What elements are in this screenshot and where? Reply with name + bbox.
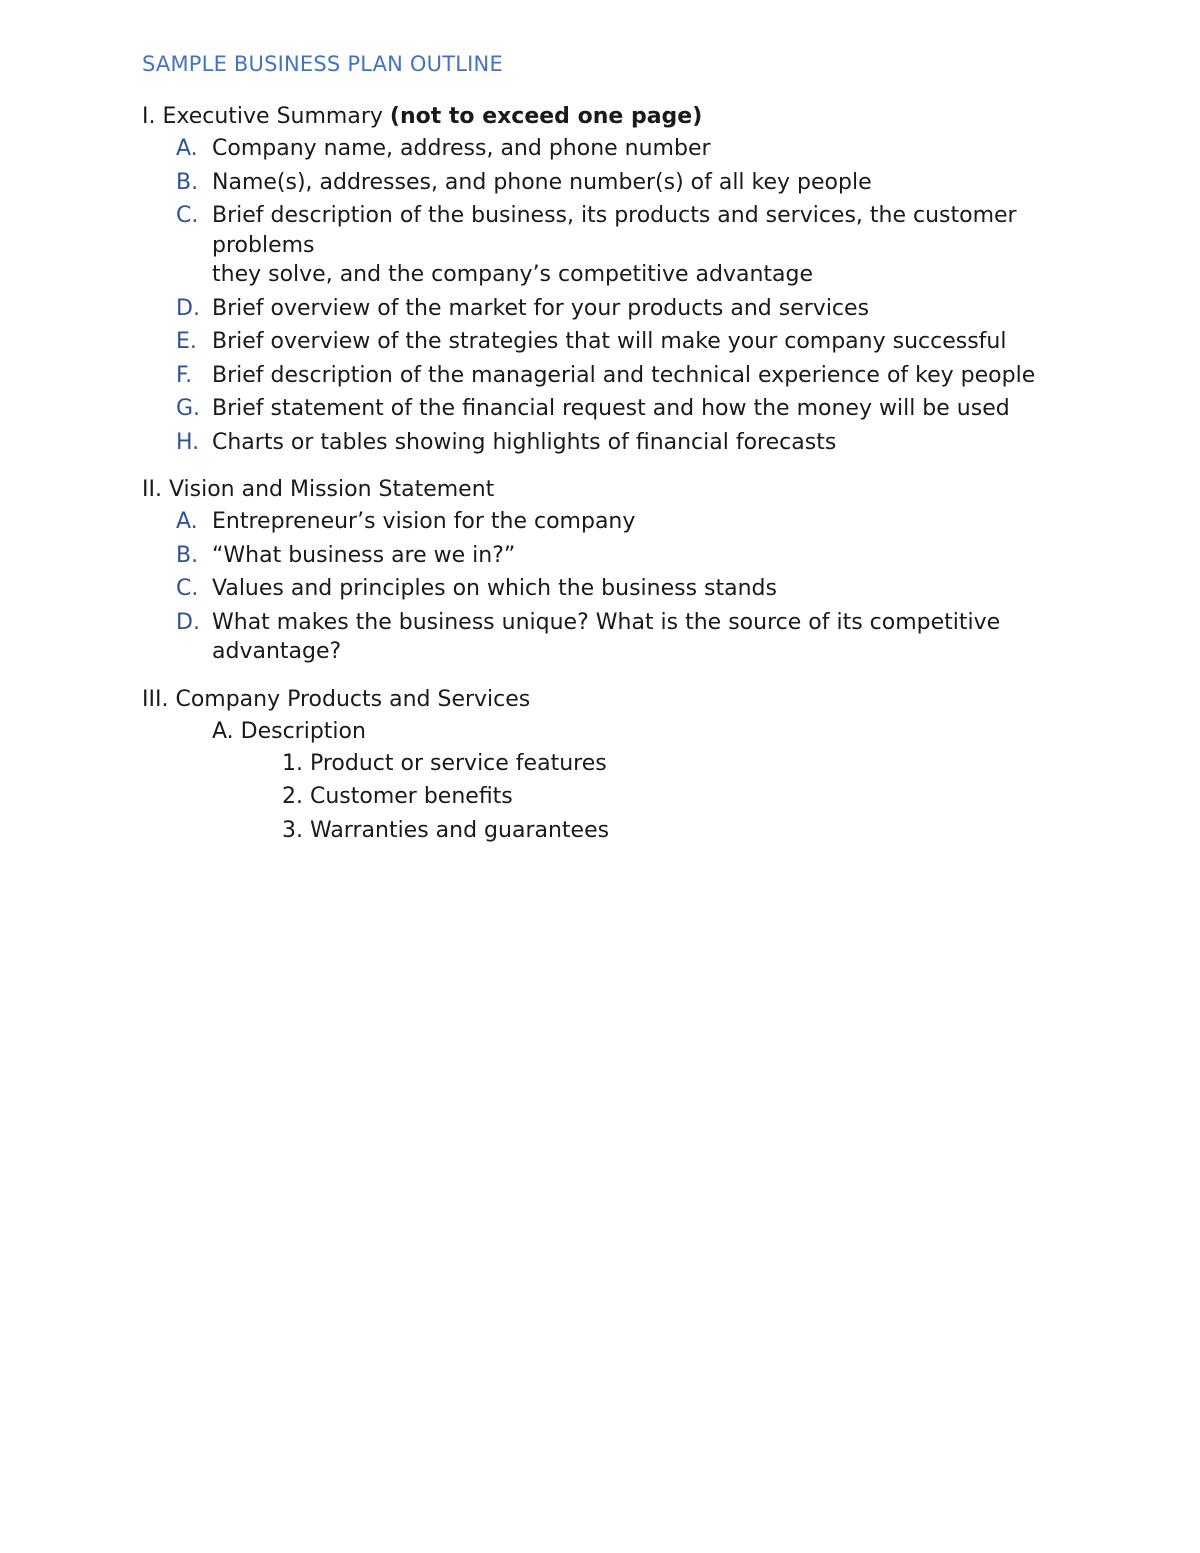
list-item xyxy=(142,428,1082,458)
list-item xyxy=(142,168,1082,198)
list-item-text-continued: they solve, and the company’s competitive advantage xyxy=(212,262,814,287)
list-marker: A. xyxy=(176,509,198,534)
list-item-text: Charts or tables showing highlights of financial forecasts xyxy=(212,429,837,455)
sub-heading-description: A. Description xyxy=(212,718,366,744)
list-item-text: Brief description of the business, its products and services, the customer problems xyxy=(212,203,1017,258)
list-item-text: “What business are we in?” xyxy=(212,542,516,568)
list-item xyxy=(142,394,1082,424)
list-item xyxy=(142,541,1082,571)
section-vision-mission xyxy=(142,475,1082,667)
list-marker: C. xyxy=(176,576,199,601)
list-item-text: Name(s), addresses, and phone number(s) of all key people xyxy=(212,169,872,195)
list-marker: F. xyxy=(176,362,193,388)
section-heading-bold: (not to exceed one page) xyxy=(389,104,703,129)
list-item xyxy=(142,361,1082,391)
list-item-text: Brief overview of the strategies that will make your company successful xyxy=(212,329,1007,354)
list-marker: G. xyxy=(176,396,201,421)
lettered-list xyxy=(142,507,1082,667)
list-item xyxy=(142,574,1082,604)
list-item xyxy=(142,507,1082,537)
lettered-list xyxy=(142,134,1082,457)
list-item-text: Brief description of the managerial and technical experience of key people xyxy=(212,362,1036,388)
numbered-item: 2. Customer benefits xyxy=(282,784,513,809)
list-item-text: Brief statement of the financial request and how the money will be used xyxy=(212,396,1010,421)
list-item-text: Company name, address, and phone number xyxy=(212,136,711,161)
numbered-item: 3. Warranties and guarantees xyxy=(282,817,610,843)
list-item xyxy=(142,134,1082,164)
numbered-list xyxy=(142,747,1082,848)
numbered-item: 1. Product or service features xyxy=(282,750,607,776)
list-item-text: Values and principles on which the business stands xyxy=(212,576,777,601)
list-item xyxy=(142,201,1082,290)
list-marker: H. xyxy=(176,429,200,455)
list-marker: E. xyxy=(176,329,197,354)
list-marker: D. xyxy=(176,609,200,635)
list-item-text: Entrepreneur’s vision for the company xyxy=(212,509,636,534)
list-marker: A. xyxy=(176,136,198,161)
list-item-text: Brief overview of the market for your products and services xyxy=(212,295,870,321)
list-item-text: What makes the business unique? What is the source of its competitive advantage? xyxy=(212,609,1001,664)
list-marker: C. xyxy=(176,203,199,228)
document-page xyxy=(142,50,1082,865)
list-marker: B. xyxy=(176,542,199,568)
section-heading-text: I. Executive Summary xyxy=(142,104,390,129)
section-heading: II. Vision and Mission Statement xyxy=(142,477,495,502)
section-heading: III. Company Products and Services xyxy=(142,686,531,712)
section-heading xyxy=(142,102,1082,132)
list-item xyxy=(142,327,1082,357)
list-marker: B. xyxy=(176,169,199,195)
list-marker: D. xyxy=(176,295,200,321)
section-executive-summary xyxy=(142,102,1082,457)
list-item xyxy=(142,608,1082,667)
document-title: SAMPLE BUSINESS PLAN OUTLINE xyxy=(142,52,503,76)
list-item xyxy=(142,294,1082,324)
section-products-services xyxy=(142,685,1082,848)
